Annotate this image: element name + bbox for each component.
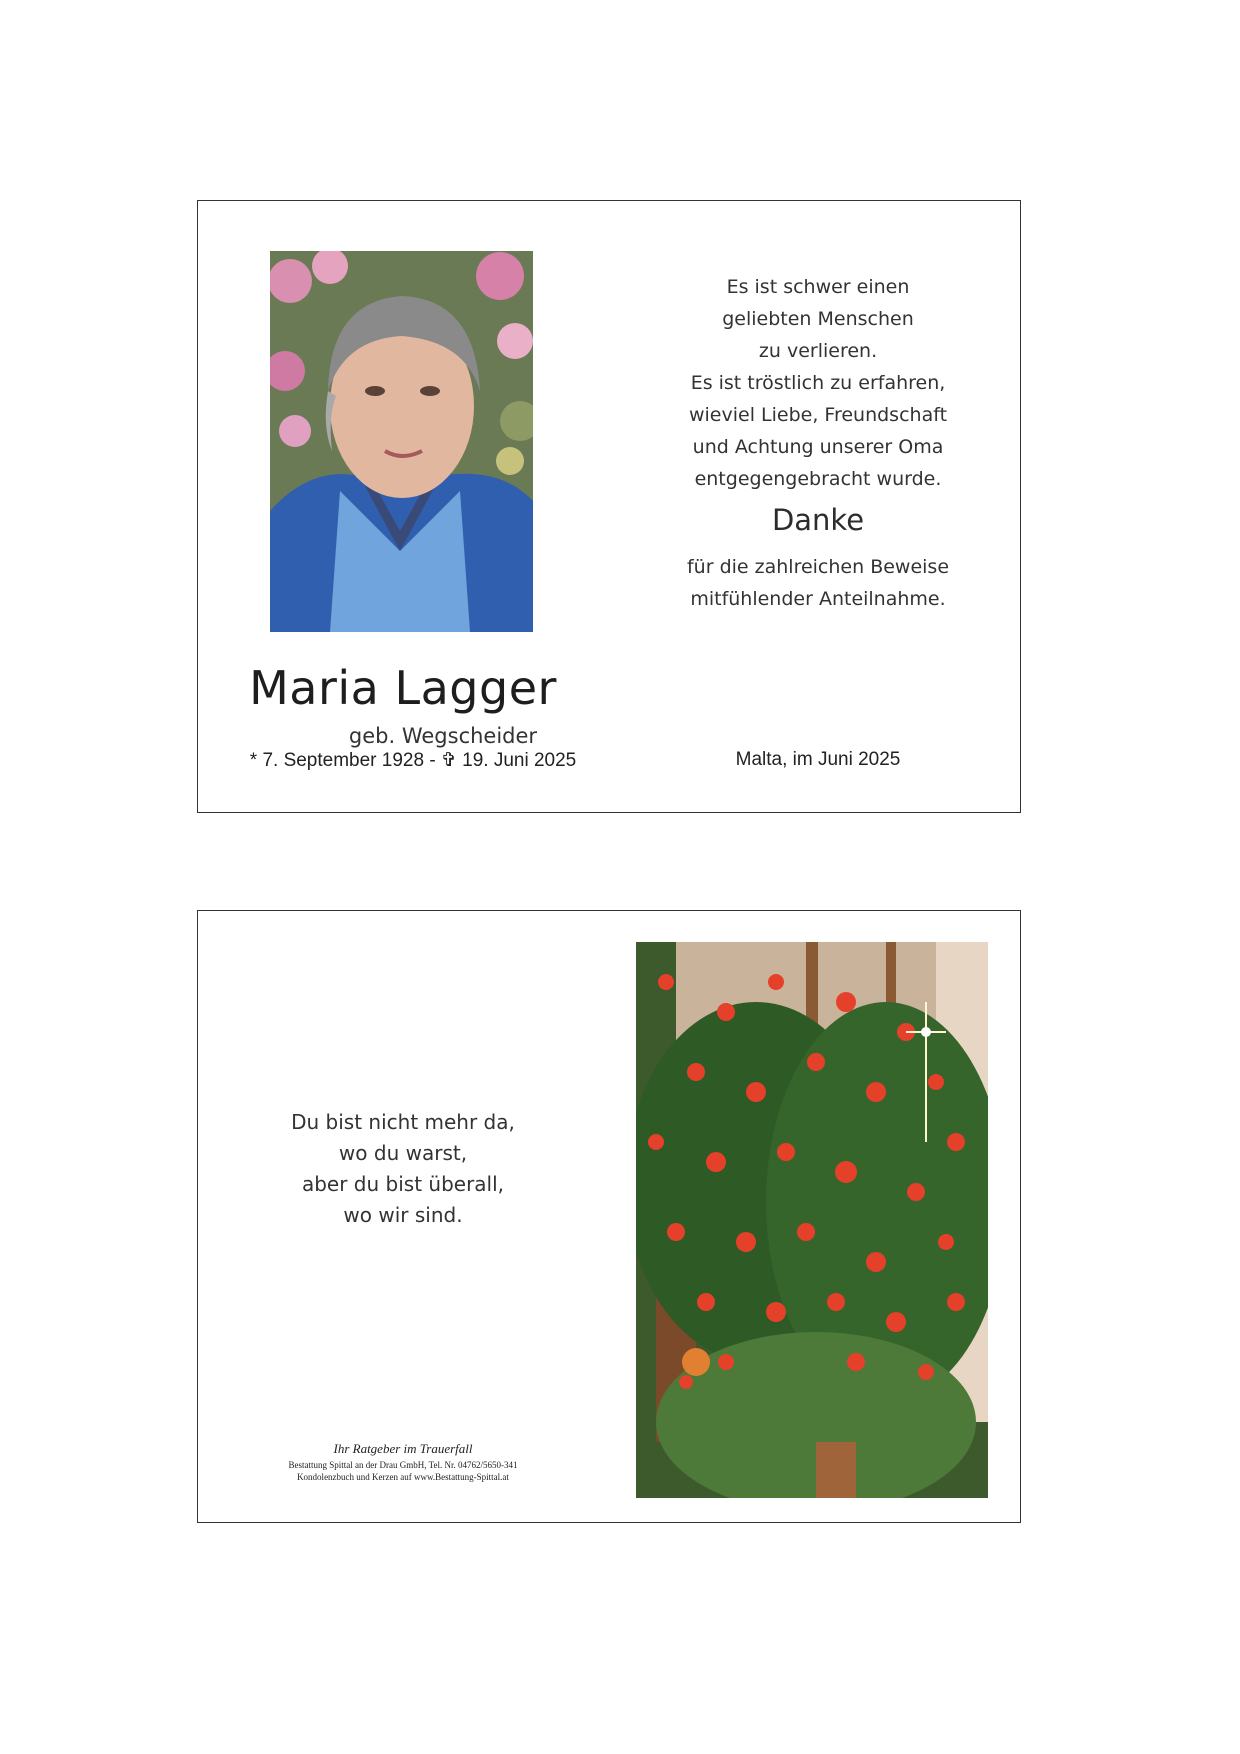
undertaker-contact: Bestattung Spittal an der Drau GmbH, Tel. Nr. 04762/5650-341 — [288, 1460, 518, 1470]
quote-line: wo wir sind. — [343, 1203, 463, 1227]
undertaker-website: Kondolenzbuch und Kerzen auf www.Bestattung-Spittal.at — [297, 1472, 509, 1482]
poem-line: zu verlieren. — [758, 340, 878, 362]
quote-line: wo du warst, — [338, 1141, 468, 1165]
quote-line: Du bist nicht mehr da, — [291, 1110, 515, 1134]
maiden-name: geb. Wegscheider — [348, 724, 538, 748]
thanks-line: für die zahlreichen Beweise — [686, 556, 950, 578]
poem-line: Es ist schwer einen — [726, 276, 910, 298]
poem-line: entgegengebracht wurde. — [694, 468, 942, 490]
thanks-line: mitfühlender Anteilnahme. — [690, 588, 946, 610]
thanks-text — [638, 551, 998, 615]
quote-line: aber du bist überall, — [301, 1172, 505, 1196]
poem-line: und Achtung unserer Oma — [692, 436, 944, 458]
poem-line: wieviel Liebe, Freundschaft — [688, 404, 948, 426]
poem-line: Es ist tröstlich zu erfahren, — [690, 372, 946, 394]
front-card — [197, 200, 1021, 813]
roses-photo — [636, 942, 988, 1498]
place-date: Malta, im Juni 2025 — [735, 749, 901, 770]
undertaker-imprint — [258, 1441, 548, 1483]
quote-text — [238, 1107, 568, 1231]
back-card — [197, 910, 1021, 1523]
portrait-photo — [270, 251, 533, 632]
undertaker-slogan: Ihr Ratgeber im Trauerfall — [333, 1441, 473, 1456]
danke-heading: Danke — [771, 503, 865, 537]
poem-line: geliebten Menschen — [722, 308, 914, 330]
poem-text — [638, 271, 998, 495]
deceased-name: Maria Lagger — [249, 661, 557, 715]
life-dates: * 7. September 1928 - ✞ 19. Juni 2025 — [249, 750, 577, 771]
